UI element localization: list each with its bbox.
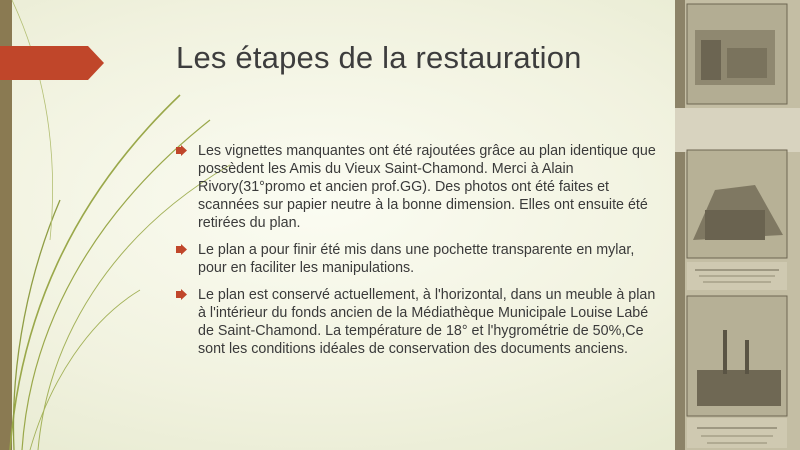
restored-plan-photo — [675, 0, 800, 450]
list-item — [176, 241, 660, 277]
title-arrow-icon — [0, 46, 104, 80]
list-item — [176, 142, 660, 232]
bullet-text: Le plan a pour finir été mis dans une pochette transparente en mylar, pour en faciliter les manipulations. — [198, 242, 635, 276]
list-item — [176, 286, 660, 358]
arrow-bullet-icon — [176, 244, 187, 255]
arrow-bullet-icon — [176, 145, 187, 156]
bullet-text: Le plan est conservé actuellement, à l'horizontal, dans un meuble à plan à l'intérieur du fonds ancien de la Médiathèque Municipale Louise Labé de Saint-Chamond. La température de 18° et l'hygrométrie de 50%,Ce sont les conditions idéales de conservation des documents anciens. — [198, 287, 656, 357]
slide-title: Les étapes de la restauration — [176, 40, 582, 75]
bullet-list — [176, 142, 660, 367]
bullet-text: Les vignettes manquantes ont été rajoutées grâce au plan identique que possèdent les Amis du Vieux Saint-Chamond. Merci à Alain Rivory(31°promo et ancien prof.GG). Des photos ont été faites et scannées sur papier neutre à la bonne dimension. Elles ont ensuite été retirées du plan. — [198, 143, 656, 231]
plan-photo-image — [675, 0, 800, 450]
arrow-bullet-icon — [176, 289, 187, 300]
